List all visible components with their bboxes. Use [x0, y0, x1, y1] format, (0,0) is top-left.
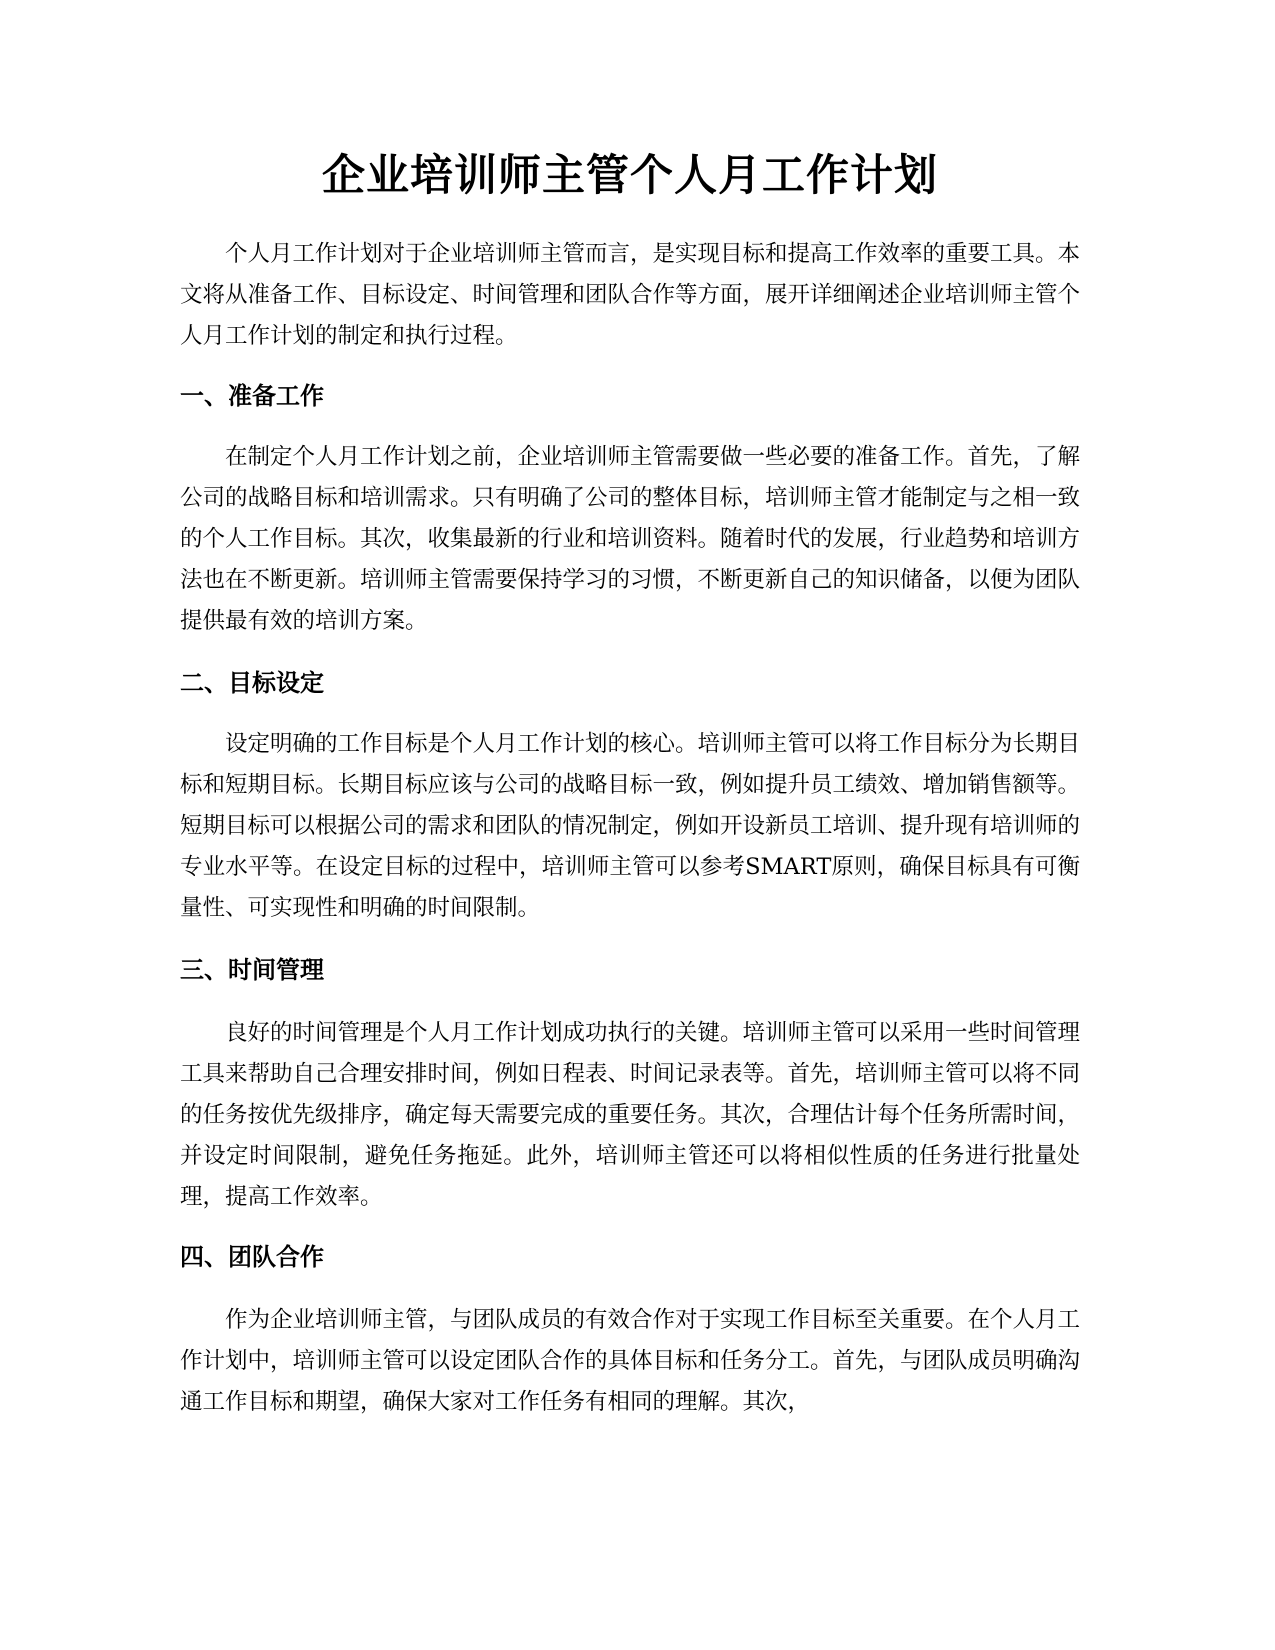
- document-title: 企业培训师主管个人月工作计划: [322, 151, 938, 201]
- section-heading-preparation: 一、准备工作: [180, 382, 324, 410]
- section-body-preparation: 在制定个人月工作计划之前，企业培训师主管需要做一些必要的准备工作。首先，了解公司的战略目标和培训需求。只有明确了公司的整体目标，培训师主管才能制定与之相一致的个人工作目标。其次，收集最新的行业和培训资料。随着时代的发展，行业趋势和培训方法也在不断更新。培训师主管需要保持学习的习惯，不断更新自己的知识储备，以便为团队提供最有效的培训方案。: [180, 444, 1081, 634]
- section-heading-time-management: 三、时间管理: [180, 956, 324, 984]
- section-body-time-management: 良好的时间管理是个人月工作计划成功执行的关键。培训师主管可以采用一些时间管理工具来帮助自己合理安排时间，例如日程表、时间记录表等。首先，培训师主管可以将不同的任务按优先级排序，确定每天需要完成的重要任务。其次，合理估计每个任务所需时间，并设定时间限制，避免任务拖延。此外，培训师主管还可以将相似性质的任务进行批量处理，提高工作效率。: [180, 1020, 1081, 1210]
- intro-paragraph: 个人月工作计划对于企业培训师主管而言，是实现目标和提高工作效率的重要工具。本文将从准备工作、目标设定、时间管理和团队合作等方面，展开详细阐述企业培训师主管个人月工作计划的制定和执行过程。: [180, 241, 1081, 349]
- document-page: [180, 0, 1080, 1650]
- section-body-goal-setting: 设定明确的工作目标是个人月工作计划的核心。培训师主管可以将工作目标分为长期目标和短期目标。长期目标应该与公司的战略目标一致，例如提升员工绩效、增加销售额等。短期目标可以根据公司的需求和团队的情况制定，例如开设新员工培训、提升现有培训师的专业水平等。在设定目标的过程中，培训师主管可以参考SMART原则，确保目标具有可衡量性、可实现性和明确的时间限制。: [180, 731, 1081, 921]
- section-body-teamwork: 作为企业培训师主管，与团队成员的有效合作对于实现工作目标至关重要。在个人月工作计划中，培训师主管可以设定团队合作的具体目标和任务分工。首先，与团队成员明确沟通工作目标和期望，确保大家对工作任务有相同的理解。其次，: [180, 1307, 1081, 1415]
- section-heading-teamwork: 四、团队合作: [180, 1243, 324, 1271]
- section-heading-goal-setting: 二、目标设定: [180, 669, 324, 697]
